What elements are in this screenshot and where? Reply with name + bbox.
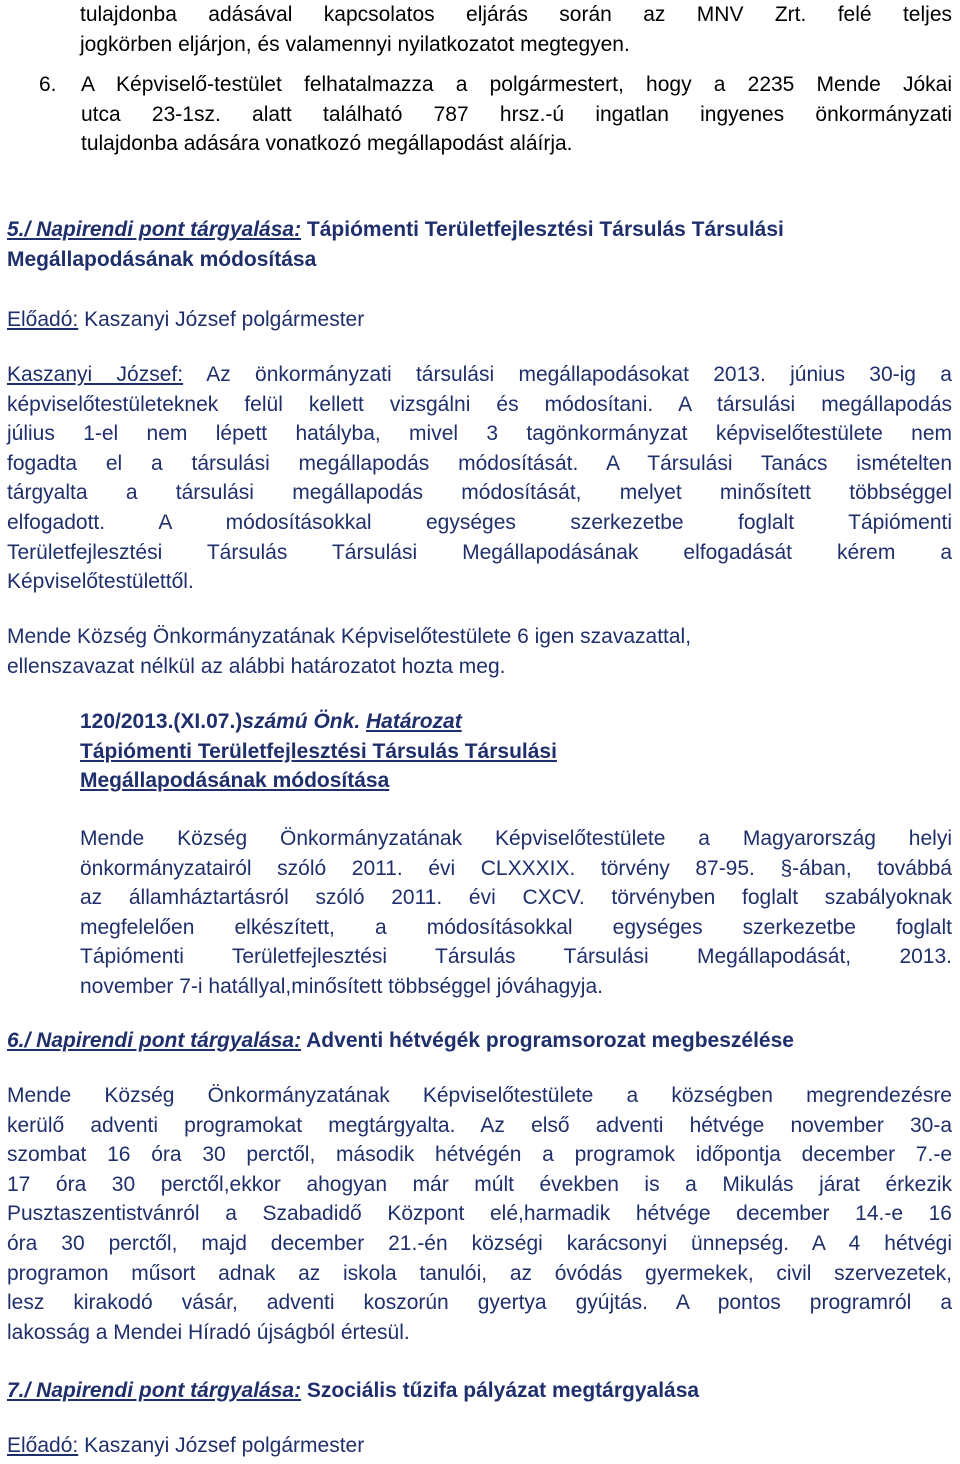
speaker-paragraph <box>7 360 952 597</box>
agenda-title: Szociális tűzifa pályázat megtárgyalása <box>306 1379 700 1402</box>
text-line: elfogadott. A módosításokkal egységes szerkezetbe foglalt Tápiómenti <box>7 510 952 534</box>
agenda-label: 7./ Napirendi pont tárgyalása: <box>7 1379 302 1402</box>
text-line: november 7-i hatállyal,minősített többséggel jóváhagyja. <box>80 974 603 998</box>
text-line: lesz kirakodó vásár, adventi koszorún gyertya gyújtás. A pontos programról a <box>7 1291 952 1315</box>
point-number: 6. <box>39 73 57 96</box>
numbered-point-6 <box>39 70 952 159</box>
resolution-title: Tápiómenti Területfejlesztési Társulás Társulási <box>80 739 557 763</box>
presenter-label: Előadó: <box>7 1434 79 1457</box>
text-line: fogadta el a társulási megállapodás módosítását. A Társulási Tanács ismételten <box>7 451 952 475</box>
agenda-title: Megállapodásának módosítása <box>7 247 317 271</box>
text-line: megfelelően elkészített, a módosításokkal egységes szerkezetbe foglalt <box>80 915 952 939</box>
text-line: tulajdonba adására vonatkozó megállapodást aláírja. <box>81 132 573 156</box>
agenda-6-heading <box>7 1026 952 1056</box>
text-line: tárgyalta a társulási megállapodás módosítását, melyet minősített többséggel <box>7 481 952 505</box>
resolution-number: 120/2013.(XI.07.) <box>80 710 243 733</box>
text-line: jogkörben eljárjon, és valamennyi nyilatkozatot megtegyen. <box>80 32 630 56</box>
text-line: Területfejlesztési Társulás Társulási Megállapodásának elfogadását kérem a <box>7 540 952 564</box>
text-line: utca 23-1sz. alatt található 787 hrsz.-ú ingatlan ingyenes önkormányzati <box>81 102 952 126</box>
text-line: július 1-el nem lépett hatályba, mivel 3 tagönkormányzat képviselőtestülete nem <box>7 422 952 446</box>
text-line: Az önkormányzati társulási megállapodásokat 2013. június 30-ig a <box>206 363 952 386</box>
agenda-5-heading <box>7 215 952 274</box>
resolution-heading <box>80 707 952 796</box>
text-line: képviselőtestületeknek felül kellett vizsgálni és módosítani. A társulási megállapodás <box>7 392 952 416</box>
resolution-suffix: számú Önk. <box>242 710 361 733</box>
text-line: Pusztaszentistvánról a Szabadidő Központ elé,harmadik hétvége december 14.-e 16 <box>7 1202 952 1226</box>
resolution-body <box>80 824 952 1002</box>
text-line: Mende Község Önkormányzatának Képviselőtestülete a Magyarország helyi <box>80 827 952 850</box>
continuation-paragraph <box>80 0 952 59</box>
text-line: ellenszavazat nélkül az alábbi határozatot hozta meg. <box>7 654 506 678</box>
agenda-7-presenter-line <box>7 1431 952 1461</box>
text-line: szombat 16 óra 30 perctől, második hétvégén a programok időpontja december 7.-e <box>7 1143 952 1167</box>
text-line: A Képviselő-testület felhatalmazza a polgármestert, hogy a 2235 Mende Jókai <box>81 73 952 96</box>
text-line: az államháztartásról szóló 2011. évi CXCV. törvényben foglalt szabályoknak <box>80 886 952 910</box>
text-line: Mende Község Önkormányzatának Képviselőtestülete a községben megrendezésre <box>7 1084 952 1107</box>
presenter-line <box>7 305 952 335</box>
text-line: tulajdonba adásával kapcsolatos eljárás során az MNV Zrt. felé teljes <box>80 3 952 26</box>
agenda-6-body <box>7 1081 952 1347</box>
presenter-name: Kaszanyi József polgármester <box>84 1434 365 1457</box>
presenter-name: Kaszanyi József polgármester <box>84 308 365 331</box>
text-line: 17 óra 30 perctől,ekkor ahogyan már múlt években is a Mikulás járat érkezik <box>7 1172 952 1196</box>
presenter-label: Előadó: <box>7 308 79 331</box>
text-line: kerülő adventi programokat megtárgyalta. Az első adventi hétvége november 30-a <box>7 1113 952 1137</box>
text-line: óra 30 perctől, majd december 21.-én községi karácsonyi ünnepség. A 4 hétvégi <box>7 1231 952 1255</box>
text-line: programon műsort adnak az iskola tanulói, az óvódás gyermekek, civil szervezetek, <box>7 1261 952 1285</box>
resolution-title: Megállapodásának módosítása <box>80 769 390 793</box>
resolution-type: Határozat <box>366 710 462 733</box>
text-line: Mende Község Önkormányzatának Képviselőtestülete 6 igen szavazattal, <box>7 625 692 648</box>
text-line: Képviselőtestülettől. <box>7 570 194 594</box>
agenda-7-heading <box>7 1376 952 1406</box>
agenda-title: Tápiómenti Területfejlesztési Társulás Társulási <box>306 218 784 241</box>
agenda-label: 5./ Napirendi pont tárgyalása: <box>7 218 302 241</box>
text-line: lakosság a Mendei Híradó újságból értesül. <box>7 1320 410 1344</box>
agenda-label: 6./ Napirendi pont tárgyalása: <box>7 1029 302 1052</box>
agenda-title: Adventi hétvégék programsorozat megbeszélése <box>306 1029 794 1052</box>
vote-paragraph <box>7 622 952 681</box>
text-line: önkormányzatairól szóló 2011. évi CLXXXIX. törvény 87-95. §-ában, továbbá <box>80 856 952 880</box>
speaker-label: Kaszanyi József: <box>7 363 184 386</box>
text-line: Tápiómenti Területfejlesztési Társulás Társulási Megállapodását, 2013. <box>80 945 952 969</box>
